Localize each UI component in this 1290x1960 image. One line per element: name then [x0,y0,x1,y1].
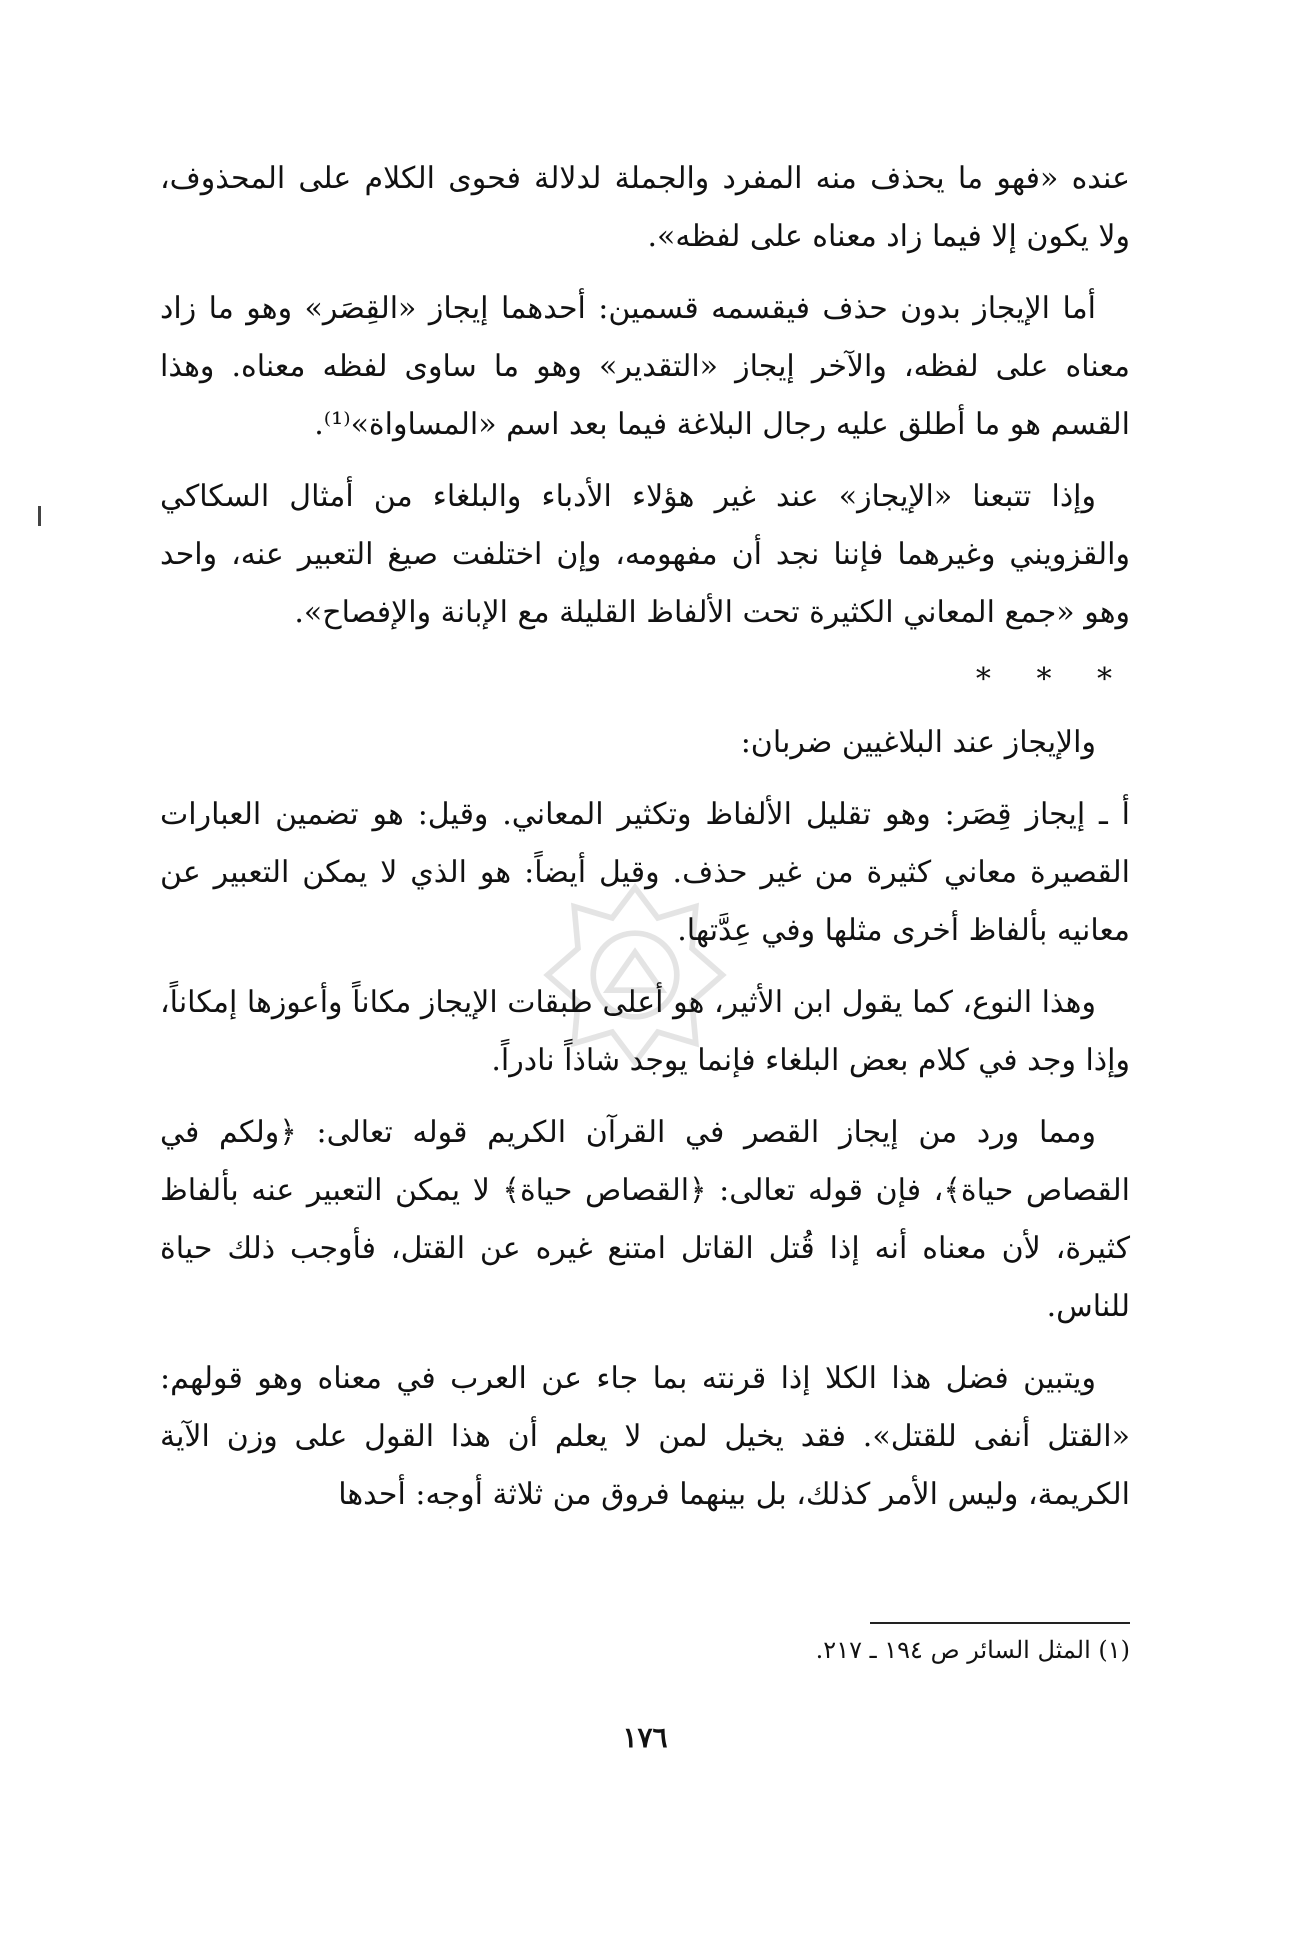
paragraph-7: ومما ورد من إيجاز القصر في القرآن الكريم قوله تعالى: ﴿ولكم في القصاص حياة﴾، فإن قوله تعالى: ﴿القصاص حياة﴾ لا يمكن التعبير عنه بألفاظ كثيرة، لأن معناه أنه إذا قُتل القاتل امتنع غيره عن القتل، فأوجب ذلك حياة للناس. [160,1115,1130,1324]
paragraph-2: أما الإيجاز بدون حذف فيقسمه قسمين: أحدهما إيجاز «القِصَر» وهو ما زاد معناه على لفظه، والآخر إيجاز «التقدير» وهو ما ساوى لفظه معناه. وهذا القسم هو ما أطلق عليه رجال البلاغة فيما بعد اسم «المساواة»⁽¹⁾. [160,291,1130,442]
footnote: (١) المثل السائر ص ١٩٤ ـ ٢١٧. [815,1636,1130,1664]
paragraph-1: عنده «فهو ما يحذف منه المفرد والجملة لدلالة فحوى الكلام على المحذوف، ولا يكون إلا فيما زاد معناه على لفظه». [160,161,1130,254]
paragraph-3: وإذا تتبعنا «الإيجاز» عند غير هؤلاء الأدباء والبلغاء من أمثال السكاكي والقزويني وغيرهما فإننا نجد أن مفهومه، وإن اختلفت صيغ التعبير عنه، واحد وهو «جمع المعاني الكثيرة تحت الألفاظ القليلة مع الإبانة والإفصاح». [160,479,1130,630]
page-number: ١٧٦ [622,1721,668,1754]
margin-mark [38,506,41,526]
main-text [160,150,1130,1538]
paragraph-6: وهذا النوع، كما يقول ابن الأثير، هو أعلى طبقات الإيجاز مكاناً وأعوزها إمكاناً، وإذا وجد في كلام بعض البلغاء فإنما يوجد شاذاً نادراً. [160,985,1130,1078]
paragraph-8: ويتبين فضل هذا الكلا إذا قرنته بما جاء عن العرب في معناه وهو قولهم: «القتل أنفى للقتل». فقد يخيل لمن لا يعلم أن هذا القول على وزن الآية الكريمة، وليس الأمر كذلك، بل بينهما فروق من ثلاثة أوجه: أحدها [160,1361,1130,1512]
section-separator: * * * [975,662,1130,697]
paragraph-5: أ ـ إيجاز قِصَر: وهو تقليل الألفاظ وتكثير المعاني. وقيل: هو تضمين العبارات القصيرة معاني كثيرة من غير حذف. وقيل أيضاً: هو الذي لا يمكن التعبير عن معانيه بألفاظ أخرى مثلها وفي عِدَّتها. [160,797,1130,948]
paragraph-4: والإيجاز عند البلاغيين ضربان: [740,725,1096,760]
footnote-divider [870,1622,1130,1624]
